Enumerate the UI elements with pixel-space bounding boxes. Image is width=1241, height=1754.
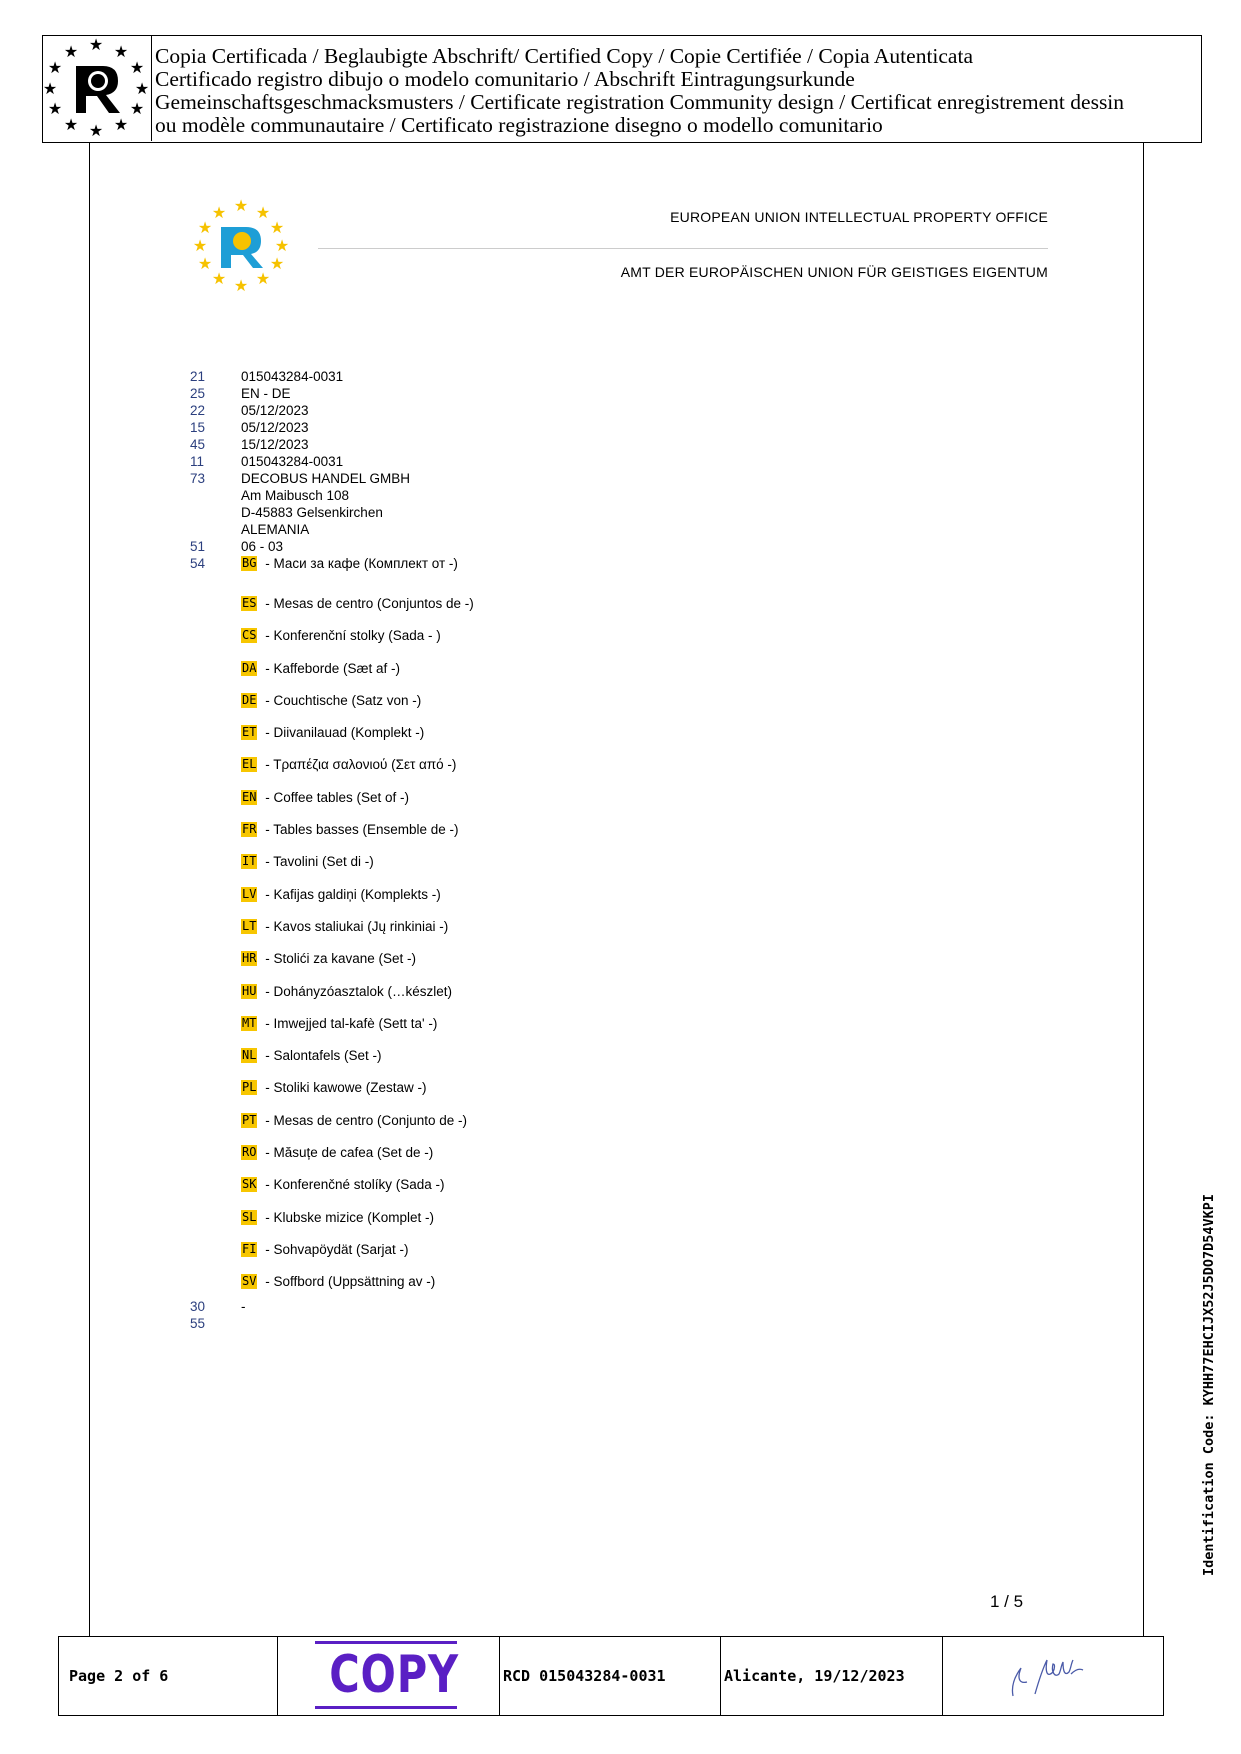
field-code: 30 (190, 1298, 206, 1314)
svg-text:★: ★ (197, 220, 213, 237)
field-code: 11 (190, 454, 205, 469)
field-code: 55 (190, 1315, 206, 1331)
holder-line: ALEMANIA (241, 522, 310, 537)
field-value: 15/12/2023 (241, 437, 309, 452)
footer-rcd (500, 1637, 721, 1715)
holder-address (241, 470, 410, 538)
language-code-badge: SV (242, 1274, 257, 1289)
footer-place-date (721, 1637, 943, 1715)
product-indication-text: - Tables basses (Ensemble de -) (261, 822, 459, 838)
field-row (190, 436, 474, 453)
product-indication-text: - Mesas de centro (Conjuntos de -) (261, 595, 474, 611)
svg-text:★: ★ (233, 198, 249, 215)
product-item (241, 1039, 474, 1071)
svg-text:★: ★ (269, 220, 285, 237)
language-code-badge: FI (242, 1241, 257, 1256)
footer-place-date-label: Alicante, 19/12/2023 (724, 1667, 905, 1685)
header-line: ou modèle communautaire / Certificato registrazione disegno o modello comunitario (155, 114, 883, 137)
language-code-badge: SL (242, 1209, 257, 1224)
field-code: 54 (190, 556, 206, 571)
svg-text:★: ★ (134, 81, 149, 98)
field-value: 015043284-0031 (241, 369, 344, 384)
holder-row (190, 470, 474, 538)
copy-stamp (315, 1641, 457, 1709)
product-item (241, 1072, 474, 1104)
language-code-badge: EL (242, 757, 257, 772)
field-code: 73 (190, 471, 206, 486)
field-code: 25 (190, 386, 206, 401)
product-indication-text: - Klubske mizice (Komplet -) (261, 1209, 434, 1225)
products-row (190, 555, 474, 1298)
footer-bar (58, 1636, 1164, 1716)
product-item (241, 1169, 474, 1201)
field-row (190, 402, 474, 419)
field-code: 22 (190, 403, 206, 418)
product-indication-text: - Imwejjed tal-kafè (Sett ta' -) (261, 1015, 438, 1031)
language-code-badge: LT (242, 918, 257, 933)
product-item (241, 1233, 474, 1265)
language-code-badge: IT (242, 854, 257, 869)
svg-text:★: ★ (255, 271, 271, 288)
footer-rcd-label: RCD 015043284-0031 (503, 1667, 666, 1685)
product-item (241, 1104, 474, 1136)
product-item (241, 716, 474, 748)
product-indication-text: - Salontafels (Set -) (261, 1048, 382, 1064)
field-code: 51 (190, 539, 206, 554)
euipo-logo (193, 197, 289, 297)
product-item (241, 749, 474, 781)
signature-icon (943, 1638, 1163, 1714)
svg-text:★: ★ (47, 101, 63, 118)
language-code-badge: RO (242, 1144, 257, 1159)
product-indication-text: - Măsuțe de cafea (Set de -) (261, 1144, 434, 1160)
product-item (241, 620, 474, 652)
product-indication-text: - Coffee tables (Set of -) (261, 789, 410, 805)
star-circle-r-icon (43, 36, 149, 140)
product-indication-text: - Couchtische (Satz von -) (261, 692, 422, 708)
product-indication-text: - Kavos staliukai (Jų rinkiniai -) (261, 918, 449, 934)
field-row (190, 368, 474, 385)
product-item (241, 1007, 474, 1039)
holder-line: DECOBUS HANDEL GMBH (241, 471, 411, 486)
product-indication-text: - Mesas de centro (Conjunto de -) (261, 1112, 468, 1128)
field-row (190, 419, 474, 436)
stamp-rule (315, 1641, 457, 1644)
field-55-row (190, 1315, 474, 1332)
priority-row (190, 1298, 474, 1315)
product-item (241, 781, 474, 813)
divider (318, 248, 1048, 249)
identification-code: Identification Code: KYHH77EHCIJX52J5DO7D54VKPI (1201, 1193, 1217, 1577)
svg-text:★: ★ (193, 238, 208, 255)
language-code-badge: MT (242, 1015, 257, 1030)
certified-copy-header (42, 35, 1202, 143)
field-value: 06 - 03 (241, 539, 284, 554)
product-indication-text: - Konferenční stolky (Sada - ) (261, 628, 441, 644)
product-indication-text: - Kaffeborde (Sæt af -) (261, 660, 401, 676)
product-indications (241, 555, 474, 1298)
holder-line: Am Maibusch 108 (241, 488, 350, 503)
product-indication-text: - Τραπέζια σαλονιού (Σετ από -) (261, 757, 457, 773)
office-name-en: EUROPEAN UNION INTELLECTUAL PROPERTY OFFICE (670, 209, 1048, 225)
field-code: 21 (190, 369, 206, 384)
footer-page (59, 1637, 278, 1715)
language-code-badge: ES (242, 595, 257, 610)
header-line: Certificado registro dibujo o modelo comunitario / Abschrift Eintragungsurkunde (155, 68, 855, 91)
language-code-badge: NL (242, 1048, 257, 1063)
field-code: 15 (190, 420, 206, 435)
field-value: 05/12/2023 (241, 420, 309, 435)
svg-text:★: ★ (129, 60, 145, 77)
stamp-rule (315, 1706, 457, 1709)
svg-text:★: ★ (113, 44, 129, 61)
svg-text:★: ★ (63, 44, 79, 61)
euipo-star-r-icon (193, 197, 289, 297)
page-number: 1 / 5 (990, 1592, 1024, 1611)
field-value: 05/12/2023 (241, 403, 309, 418)
language-code-badge: PT (242, 1112, 257, 1127)
svg-text:★: ★ (211, 271, 227, 288)
svg-text:★: ★ (47, 60, 63, 77)
product-indication-text: - Маси за кафе (Комплект от -) (261, 556, 458, 571)
classification-row (190, 538, 474, 555)
svg-text:★: ★ (269, 256, 285, 273)
header-line: Gemeinschaftsgeschmacksmusters / Certificate registration Community design / Certificat enregistrement dessin (155, 91, 1125, 114)
svg-text:★: ★ (274, 238, 289, 255)
product-indication-text: - Dohányzóasztalok (…készlet) (261, 983, 453, 999)
svg-text:★: ★ (255, 205, 271, 222)
language-code-badge: HU (242, 983, 257, 998)
language-code-badge: DE (242, 692, 257, 707)
language-code-badge: DA (242, 660, 257, 675)
product-indication-text: - Tavolini (Set di -) (261, 854, 374, 870)
product-item (241, 846, 474, 878)
product-item (241, 1136, 474, 1168)
field-value: EN - DE (241, 386, 291, 401)
svg-text:★: ★ (88, 37, 104, 54)
copy-stamp-text: COPY (329, 1645, 459, 1705)
holder-line: D-45883 Gelsenkirchen (241, 505, 383, 520)
product-item (241, 587, 474, 619)
product-item (241, 555, 474, 572)
svg-text:★: ★ (211, 205, 227, 222)
footer-stamp (278, 1637, 500, 1715)
office-name-de: AMT DER EUROPÄISCHEN UNION FÜR GEISTIGES EIGENTUM (620, 264, 1048, 280)
language-code-badge: FR (242, 822, 257, 837)
language-code-badge: EN (242, 789, 257, 804)
field-code: 45 (190, 437, 206, 452)
footer-page-label: Page 2 of 6 (69, 1667, 169, 1685)
product-item (241, 813, 474, 845)
euipo-logo-black (43, 36, 152, 141)
header-line: Copia Certificada / Beglaubigte Abschrift/ Certified Copy / Copie Certifiée / Copia Autenticata (155, 45, 973, 68)
product-indication-text: - Kafijas galdiņi (Komplekts -) (261, 886, 441, 902)
product-indication-text: - Konferenčné stolíky (Sada -) (261, 1177, 445, 1193)
product-item (241, 975, 474, 1007)
product-indication-text: - Sohvapöydät (Sarjat -) (261, 1241, 409, 1257)
svg-text:★: ★ (113, 117, 129, 134)
product-indication-text: - Diivanilauad (Komplekt -) (261, 725, 425, 741)
product-item (241, 1266, 474, 1298)
svg-text:★: ★ (88, 123, 104, 140)
field-value: 015043284-0031 (241, 454, 344, 469)
product-item (241, 943, 474, 975)
product-item (241, 652, 474, 684)
product-item (241, 878, 474, 910)
product-item (241, 684, 474, 716)
product-indication-text: - Stolići za kavane (Set -) (261, 951, 417, 967)
footer-signature (943, 1637, 1163, 1715)
language-code-badge: BG (242, 556, 257, 570)
svg-text:★: ★ (63, 117, 79, 134)
product-item (241, 910, 474, 942)
language-code-badge: HR (242, 951, 257, 966)
product-item (241, 1201, 474, 1233)
certified-copy-title (155, 45, 1200, 137)
language-code-badge: PL (242, 1080, 257, 1095)
product-indication-text: - Stoliki kawowe (Zestaw -) (261, 1080, 427, 1096)
registration-fields (190, 368, 474, 1332)
svg-text:★: ★ (233, 278, 249, 295)
field-row (190, 453, 474, 470)
product-indication-text: - Soffbord (Uppsättning av -) (261, 1274, 436, 1290)
svg-text:★: ★ (43, 81, 58, 98)
language-code-badge: SK (242, 1177, 257, 1192)
svg-text:★: ★ (129, 101, 145, 118)
language-code-badge: LV (242, 886, 257, 901)
language-code-badge: ET (242, 725, 257, 740)
language-code-badge: CS (242, 628, 257, 643)
field-value: - (241, 1298, 246, 1314)
field-row (190, 385, 474, 402)
svg-text:★: ★ (197, 256, 213, 273)
